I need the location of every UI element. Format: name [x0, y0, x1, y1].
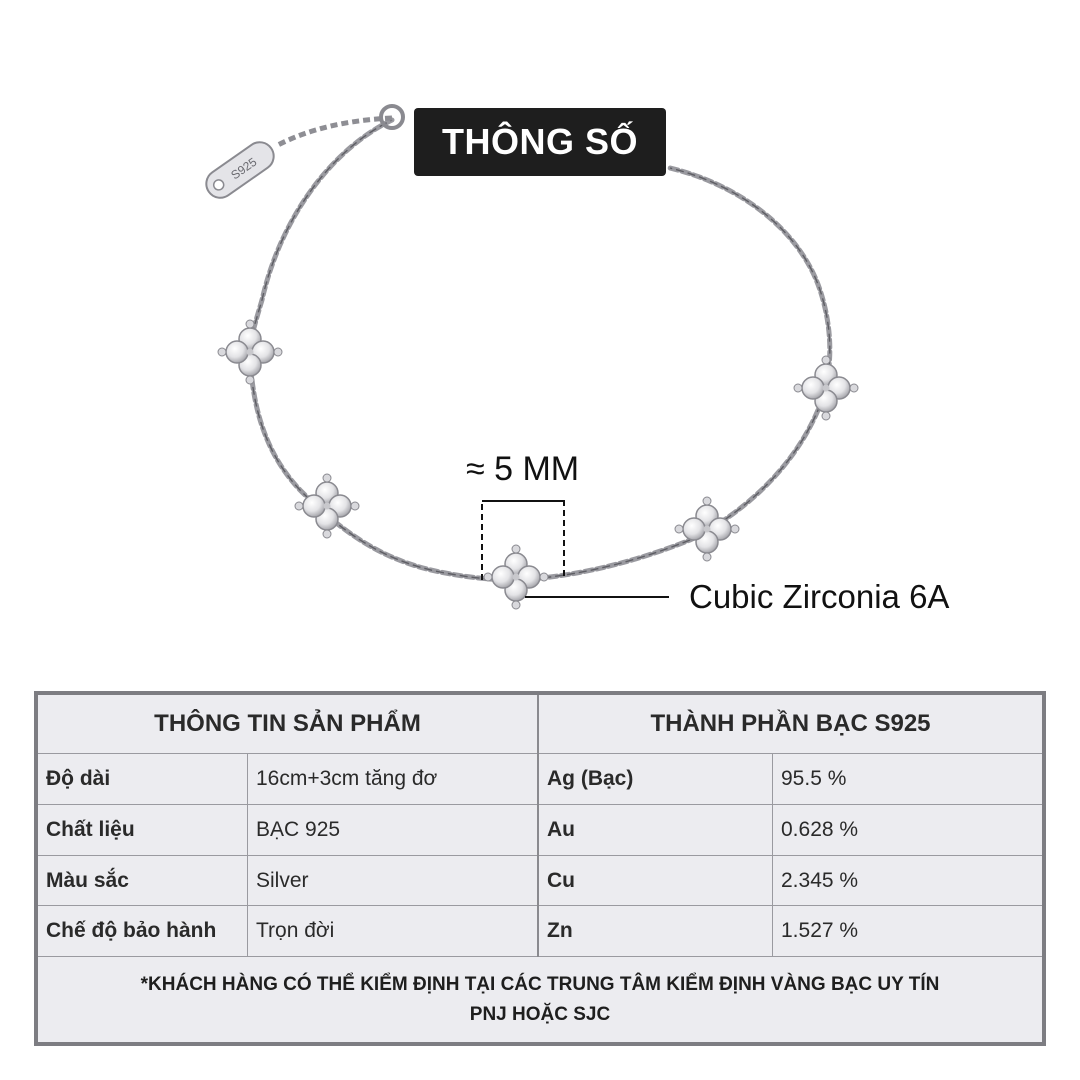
row-label: Au: [539, 805, 773, 855]
row-label: Màu sắc: [38, 856, 248, 906]
clover-charm-center: [484, 545, 548, 609]
spec-title-badge: THÔNG SỐ: [414, 108, 666, 176]
clover-charm-5: [794, 356, 858, 420]
table-row: [38, 856, 537, 907]
tag-engraving: S925: [228, 154, 260, 183]
footnote-line-2: PNJ HOẶC SJC: [469, 1003, 611, 1025]
row-value: 1.527 %: [781, 919, 859, 943]
footnote-line-1: *KHÁCH HÀNG CÓ THỂ KIỂM ĐỊNH TẠI CÁC TRUNG TÂM KIỂM ĐỊNH VÀNG BẠC UY TÍN: [140, 973, 940, 995]
row-label: Chế độ bảo hành: [38, 906, 248, 956]
row-value: 95.5 %: [781, 767, 847, 791]
clover-charm-2: [295, 474, 359, 538]
table-row: [539, 754, 1042, 805]
clasp-tag: [201, 137, 279, 204]
spec-table: [34, 691, 1046, 1046]
row-value: Silver: [256, 868, 309, 892]
table-row: [539, 906, 1042, 957]
product-info-heading: THÔNG TIN SẢN PHẨM: [38, 695, 537, 754]
jump-ring: [381, 106, 403, 128]
table-row: [38, 906, 537, 957]
table-row: [539, 805, 1042, 856]
verification-footnote: [38, 957, 1042, 1042]
composition-column: [539, 695, 1042, 957]
row-value: Trọn đời: [256, 919, 335, 943]
product-info-column: [38, 695, 539, 957]
row-value: 16cm+3cm tăng đơ: [256, 767, 438, 791]
row-label: Cu: [539, 856, 773, 906]
table-row: [38, 805, 537, 856]
clover-charm-1: [218, 320, 282, 384]
row-label: Chất liệu: [38, 805, 248, 855]
table-row: [539, 856, 1042, 907]
row-value: 2.345 %: [781, 868, 859, 892]
row-value: BẠC 925: [256, 817, 341, 841]
composition-heading: THÀNH PHẦN BẠC S925: [539, 695, 1042, 754]
size-annotation: ≈ 5 MM: [466, 450, 580, 488]
table-row: [38, 754, 537, 805]
row-label: Ag (Bạc): [539, 754, 773, 804]
stone-annotation: Cubic Zirconia 6A: [689, 578, 950, 615]
row-value: 0.628 %: [781, 817, 859, 841]
row-label: Zn: [539, 906, 773, 956]
row-label: Độ dài: [38, 754, 248, 804]
clover-charm-4: [675, 497, 739, 561]
